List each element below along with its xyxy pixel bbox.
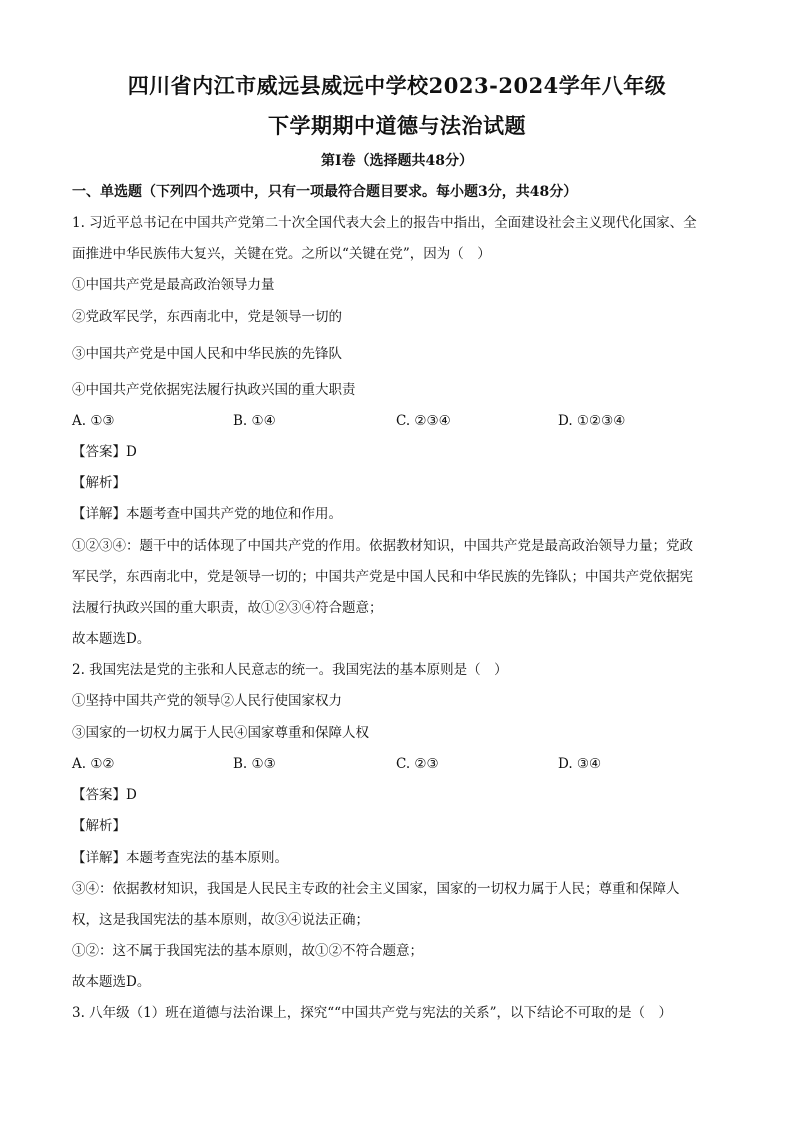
q1-option-a: A. ①③ — [72, 413, 115, 429]
q2-analysis-label: 【解析】 — [72, 818, 126, 834]
part-label: 第Ⅰ卷（选择题共48分） — [320, 153, 474, 169]
q1-stem-line2: 面推进中华民族伟大复兴，关键在党。之所以“关键在党”，因为（ ） — [72, 246, 491, 262]
q1-option-b: B. ①④ — [233, 413, 276, 429]
q2-explain-line2: 权，这是我国宪法的基本原则，故③④说法正确； — [72, 912, 369, 928]
page-title-line2: 下学期期中道德与法治试题 — [268, 113, 526, 138]
q2-statements-line2: ③国家的一切权力属于人民④国家尊重和保障人权 — [72, 725, 369, 741]
q1-answer: 【答案】D — [72, 444, 137, 460]
q2-conclusion: 故本题选D。 — [72, 974, 151, 990]
q1-analysis-label: 【解析】 — [72, 475, 126, 491]
q2-statements-line1: ①坚持中国共产党的领导②人民行使国家权力 — [72, 693, 342, 709]
q1-statement-2: ②党政军民学，东西南北中，党是领导一切的 — [72, 309, 342, 325]
q2-detail: 【详解】本题考查宪法的基本原则。 — [72, 850, 288, 866]
q2-option-c: C. ②③ — [396, 756, 439, 772]
q1-explain-line2: 军民学，东西南北中，党是领导一切的；中国共产党是中国人民和中华民族的先锋队；中国共产党依据宪 — [72, 569, 693, 585]
q1-stem-line1: 1. 习近平总书记在中国共产党第二十次全国代表大会上的报告中指出，全面建设社会主义现代化国家、全 — [72, 215, 697, 231]
q1-statement-4: ④中国共产党依据宪法履行执政兴国的重大职责 — [72, 382, 356, 398]
q1-detail: 【详解】本题考查中国共产党的地位和作用。 — [72, 506, 342, 522]
q2-explain-line3: ①②：这不属于我国宪法的基本原则，故①②不符合题意； — [72, 943, 423, 959]
q1-statement-3: ③中国共产党是中国人民和中华民族的先锋队 — [72, 346, 342, 362]
q1-explain-line3: 法履行执政兴国的重大职责，故①②③④符合题意； — [72, 600, 383, 616]
q2-option-a: A. ①② — [72, 756, 115, 772]
q1-option-c: C. ②③④ — [396, 413, 451, 429]
q2-answer: 【答案】D — [72, 787, 137, 803]
q1-option-d: D. ①②③④ — [558, 413, 626, 429]
section-heading: 一、单选题（下列四个选项中，只有一项最符合题目要求。每小题3分，共48分） — [72, 184, 578, 200]
q3-stem: 3. 八年级（1）班在道德与法治课上，探究““中国共产党与宪法的关系”，以下结论不可取的是（ ） — [72, 1005, 672, 1021]
q1-statement-1: ①中国共产党是最高政治领导力量 — [72, 277, 275, 293]
q1-explain-line1: ①②③④：题干中的话体现了中国共产党的作用。依据教材知识，中国共产党是最高政治领导力量；党政 — [72, 538, 693, 554]
q2-stem: 2. 我国宪法是党的主张和人民意志的统一。我国宪法的基本原则是（ ） — [72, 662, 508, 678]
q1-conclusion: 故本题选D。 — [72, 631, 151, 647]
q2-option-d: D. ③④ — [558, 756, 602, 772]
q2-explain-line1: ③④：依据教材知识，我国是人民民主专政的社会主义国家，国家的一切权力属于人民；尊重和保障人 — [72, 881, 680, 897]
page-title-line1: 四川省内江市威远县威远中学校2023-2024学年八年级 — [127, 73, 667, 98]
q2-option-b: B. ①③ — [233, 756, 276, 772]
